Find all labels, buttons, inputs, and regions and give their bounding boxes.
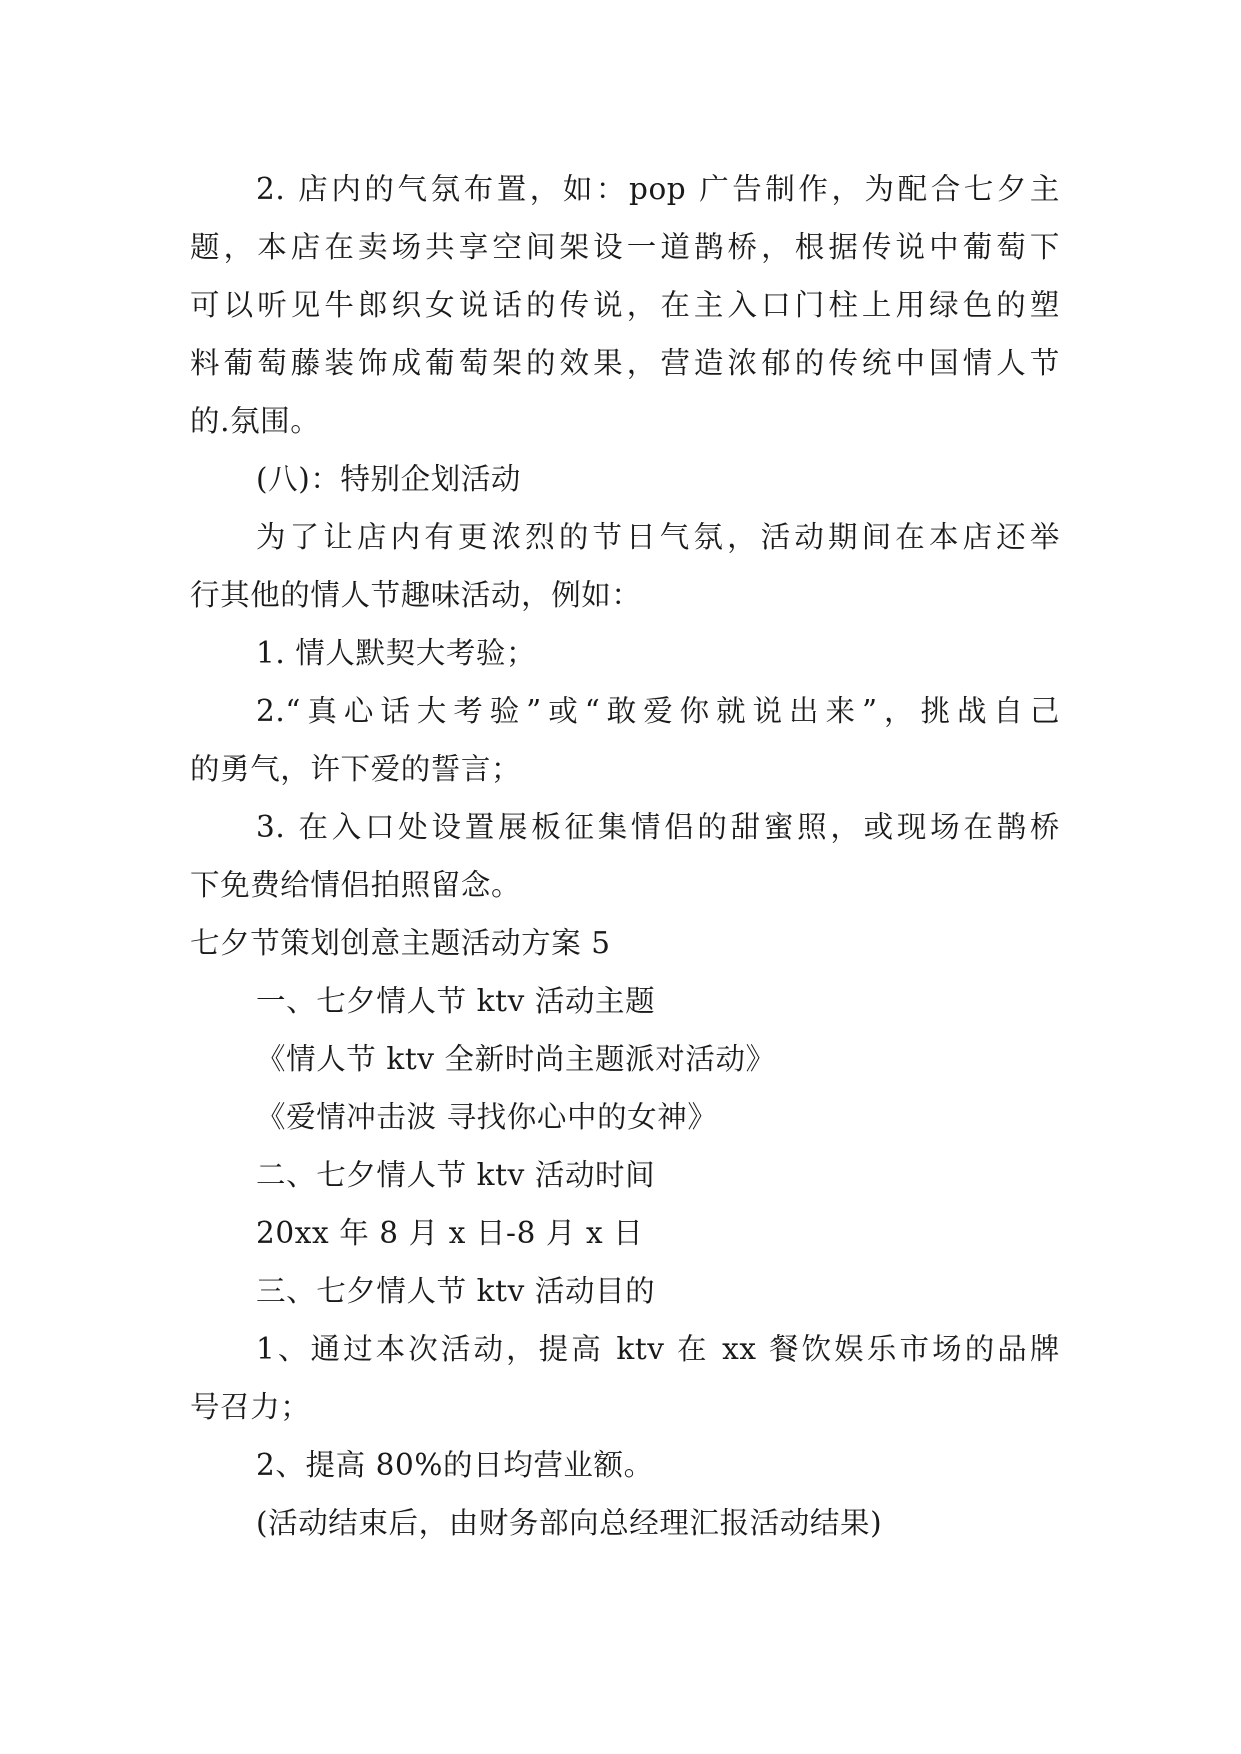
paragraph-line: 的.氛围。 <box>190 404 321 438</box>
list-item-continuation: 下免费给情侣拍照留念。 <box>190 868 522 902</box>
paragraph-line: 为了让店内有更浓烈的节日气氛，活动期间在本店还举 <box>256 520 1060 554</box>
paragraph-line: 题，本店在卖场共享空间架设一道鹊桥，根据传说中葡萄下 <box>190 230 1060 264</box>
theme-title: 《情人节 ktv 全新时尚主题派对活动》 <box>256 1042 776 1076</box>
section-heading: 二、七夕情人节 ktv 活动时间 <box>256 1158 656 1192</box>
document-section-title: 七夕节策划创意主题活动方案 5 <box>190 926 611 960</box>
list-item: 2.“真心话大考验”或“敢爱你就说出来”，挑战自己 <box>256 694 1060 728</box>
paragraph-line: 2. 店内的气氛布置，如：pop 广告制作，为配合七夕主 <box>256 172 1060 206</box>
date-range: 20xx 年 8 月 x 日-8 月 x 日 <box>256 1216 644 1250</box>
document-body <box>190 160 1060 1552</box>
list-item: 3. 在入口处设置展板征集情侣的甜蜜照，或现场在鹊桥 <box>256 810 1060 844</box>
paragraph-line: 可以听见牛郎织女说话的传说，在主入口门柱上用绿色的塑 <box>190 288 1060 322</box>
list-item: 1、通过本次活动，提高 ktv 在 xx 餐饮娱乐市场的品牌 <box>256 1332 1060 1366</box>
list-item-continuation: 的勇气，许下爱的誓言； <box>190 752 522 786</box>
paragraph-line: 行其他的情人节趣味活动，例如： <box>190 578 642 612</box>
list-item: 1. 情人默契大考验； <box>256 636 537 670</box>
note-line: (活动结束后，由财务部向总经理汇报活动结果) <box>256 1506 883 1540</box>
section-heading: (八)：特别企划活动 <box>256 462 522 496</box>
theme-title: 《爱情冲击波 寻找你心中的女神》 <box>256 1100 718 1134</box>
section-heading: 一、七夕情人节 ktv 活动主题 <box>256 984 656 1018</box>
list-item: 2、提高 80%的日均营业额。 <box>256 1448 654 1482</box>
list-item-continuation: 号召力； <box>190 1390 311 1424</box>
paragraph-line: 料葡萄藤装饰成葡萄架的效果，营造浓郁的传统中国情人节 <box>190 346 1060 380</box>
section-heading: 三、七夕情人节 ktv 活动目的 <box>256 1274 656 1308</box>
